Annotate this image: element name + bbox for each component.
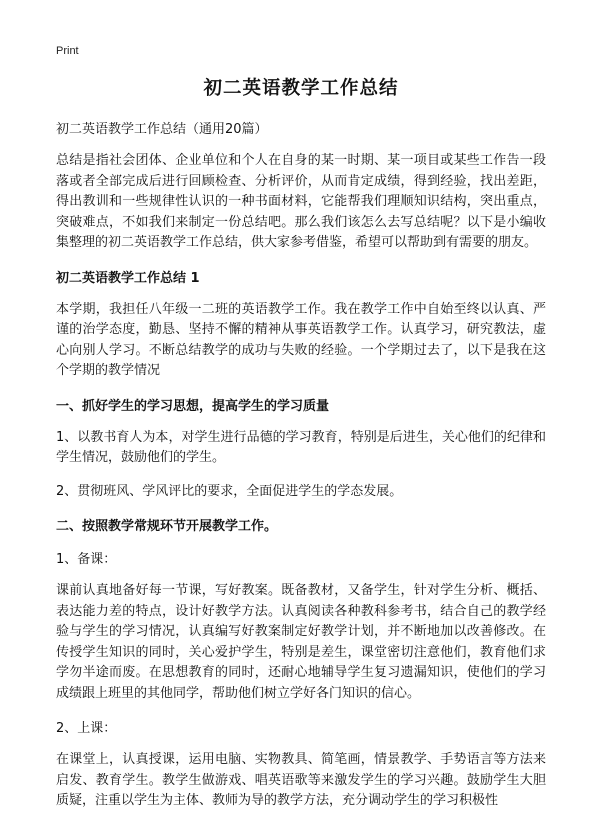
subtitle: 初二英语教学工作总结（通用20篇）: [56, 122, 268, 137]
lesson-prep-paragraph: 课前认真地备好每一节课，写好教案。既备教材，又备学生，针对学生分析、概括、表达能力差的特点，设计好教学方法。认真阅读各种教科参考书，结合自己的教学经验与学生的学习情况，认真编写好教案制定好教学计划，并不断地加以改善修改。在传授学生知识的同时，关心爱护学生，特别是差生，课堂密切注意他们，教育他们求学勿半途而废。在思想教育的同时，还耐心地辅导学生复习遗漏知识，使他们的学习成绩跟上班里的其他同学，帮助他们树立学好各门知识的信心。: [56, 583, 546, 701]
page-title: 初二英语教学工作总结: [203, 78, 399, 99]
lesson-prep-label: 1、备课：: [56, 552, 117, 567]
class-teaching-paragraph: 在课堂上，认真授课，运用电脑、实物教具、简笔画，情景教学、手势语言等方法来启发、教育学生。教学生做游戏、唱英语歌等来激发学生的学习兴趣。鼓励学生大胆质疑，注重以学生为主体、教师为导的教学方法，充分调动学生的学习积极性: [56, 752, 546, 808]
print-link[interactable]: Print: [56, 45, 79, 57]
section-title: 初二英语教学工作总结 1: [56, 270, 200, 286]
heading-2: 二、按照教学常规环节开展教学工作。: [56, 519, 278, 534]
section-intro-paragraph: 本学期，我担任八年级一二班的英语教学工作。我在教学工作中自始至终以认真、严谨的治学态度，勤恳、坚持不懈的精神从事英语教学工作。认真学习，研究教法，虚心向别人学习。不断总结教学的成功与失败的经验。一个学期过去了，以下是我在这个学期的教学情况: [56, 301, 546, 378]
document-body: [56, 74, 546, 825]
intro-paragraph: 总结是指社会团体、企业单位和个人在自身的某一时期、某一项目或某些工作告一段落或者全部完成后进行回顾检查、分析评价，从而肯定成绩，得到经验，找出差距，得出教训和一些规律性认识的一种书面材料，它能帮我们理顺知识结构，突出重点，突破难点，不如我们来制定一份总结吧。那么我们该怎么去写总结呢？以下是小编收集整理的初二英语教学工作总结，供大家参考借鉴，希望可以帮助到有需要的朋友。: [56, 153, 546, 250]
heading-1-paragraph-2: 2、贯彻班风、学风评比的要求，全面促进学生的学态发展。: [56, 483, 403, 499]
class-teaching-label: 2、上课：: [56, 721, 117, 736]
heading-1: 一、抓好学生的学习思想，提高学生的学习质量: [56, 398, 330, 414]
heading-1-paragraph-1: 1、以教书育人为本，对学生进行品德的学习教育，特别是后进生，关心他们的纪律和学生情况，鼓励他们的学生。: [56, 429, 546, 465]
